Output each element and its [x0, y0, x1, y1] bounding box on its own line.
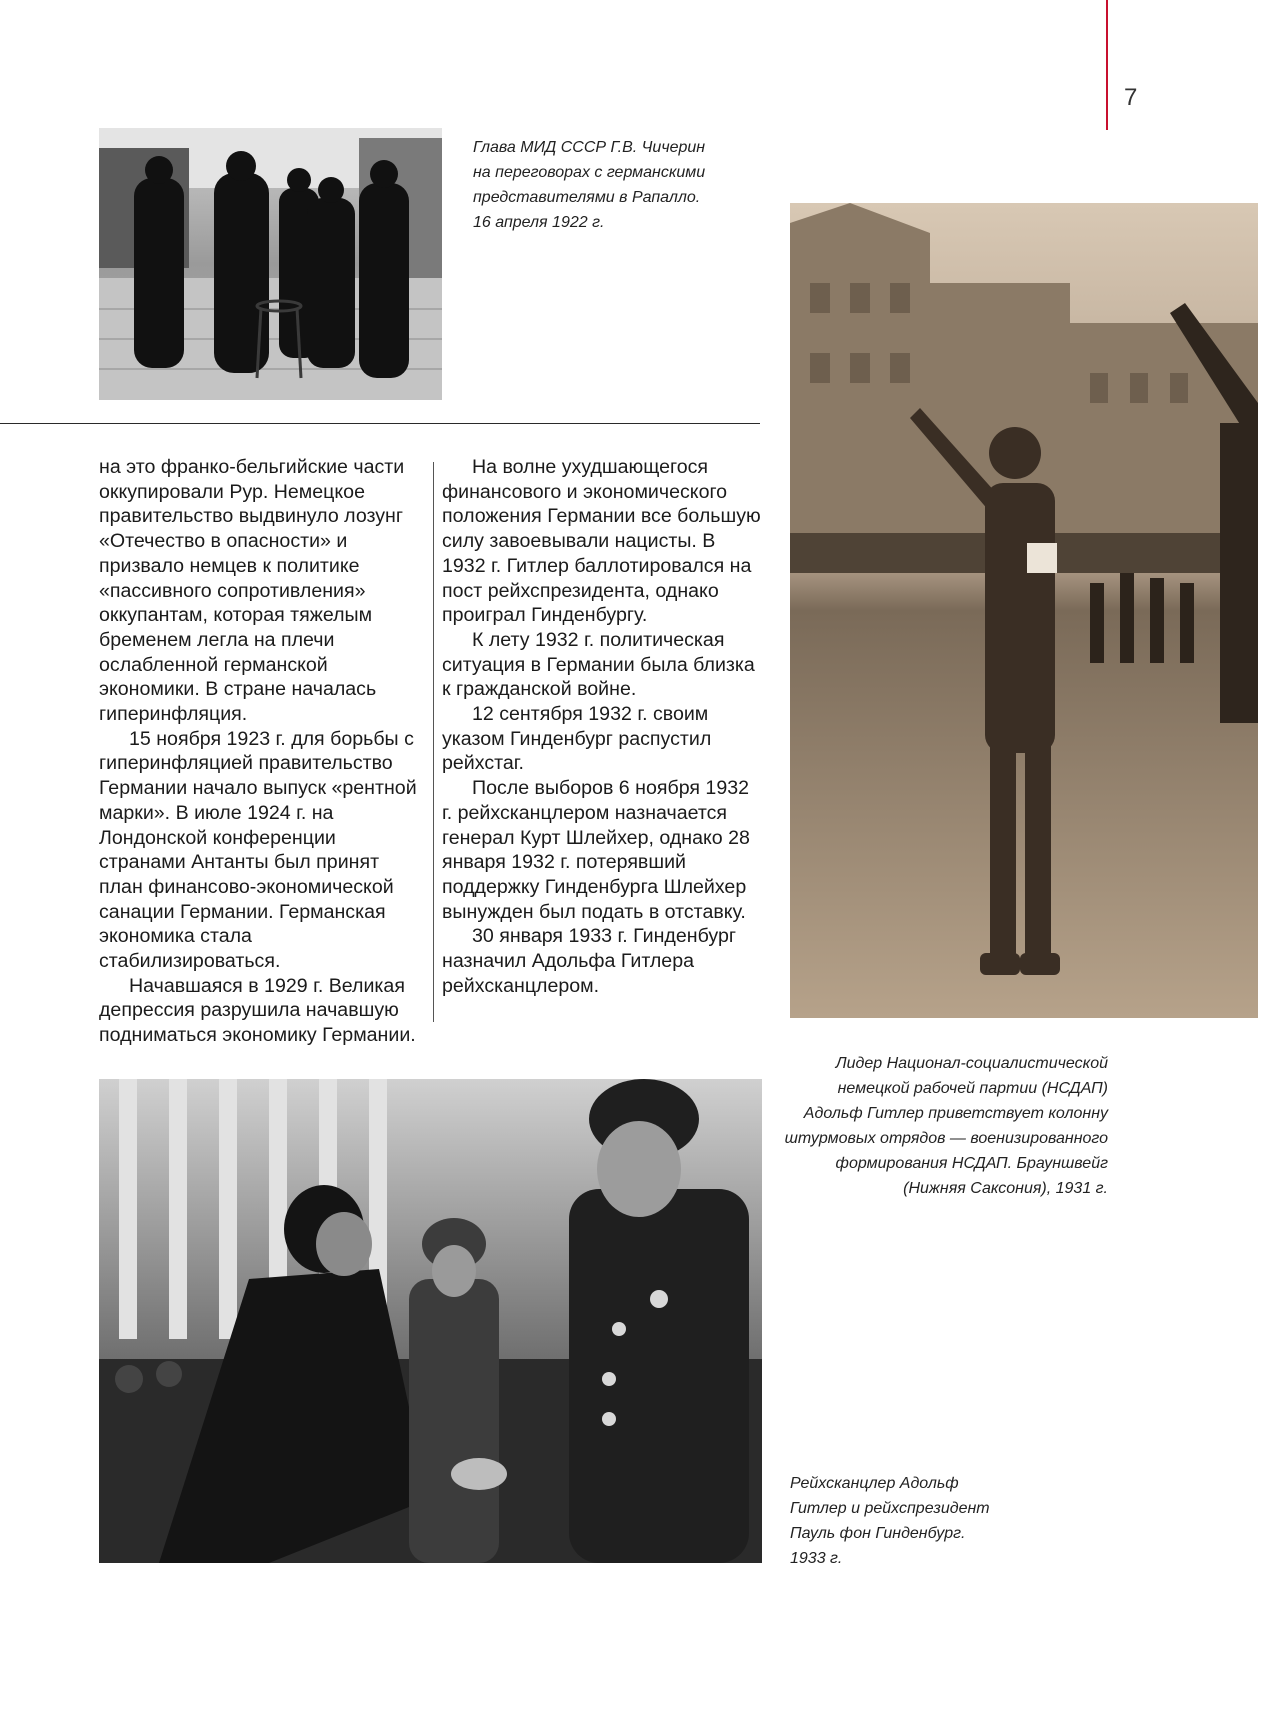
caption-line: Глава МИД СССР Г.В. Чичерин [473, 139, 706, 156]
caption-line: Рейхсканцлер Адольф [790, 1475, 959, 1492]
paragraph: После выборов 6 ноября 1932 г. рейхсканцлером назначается генерал Курт Шлейхер, однако 28 января 1932 г. потерявший поддержку Гинденбурга Шлейхер вынужден был подать в отставку. [442, 777, 750, 923]
caption-handshake [790, 1471, 1020, 1571]
text-column-right [442, 455, 762, 998]
paragraph: на это франко-бельгийские части оккупировали Рур. Немецкое правительство выдвинуло лозунг «Отечество в опасности» и призвало немцев к политике «пассивного сопротивления» оккупантам, которая тяжелым бременем легла на плечи ослабленной германской экономики. В стране началась гиперинфляция. [99, 456, 405, 726]
caption-line: представителями в Рапалло. [473, 189, 701, 206]
paragraph: 30 января 1933 г. Гинденбург назначил Адольфа Гитлера рейхсканцлером. [442, 925, 736, 997]
column-divider [433, 462, 434, 1022]
photo-hitler-salute [790, 203, 1258, 1018]
paragraph: К лету 1932 г. политическая ситуация в Германии была близка к гражданской войне. [442, 628, 755, 701]
caption-rapallo [473, 135, 773, 235]
caption-line: 16 апреля 1922 г. [473, 214, 605, 231]
caption-line: немецкой рабочей партии (НСДАП) [837, 1080, 1108, 1097]
caption-line: (Нижняя Саксония), 1931 г. [903, 1180, 1108, 1197]
page-edge-rule [1106, 0, 1108, 130]
caption-line: 1933 г. [790, 1550, 843, 1567]
paragraph: 12 сентября 1932 г. своим указом Гинденбург распустил рейхстаг. [442, 703, 712, 775]
caption-line: на переговорах с германскими [473, 164, 706, 181]
page-number: 7 [1124, 84, 1138, 111]
caption-line: Лидер Национал-социалистической [835, 1055, 1108, 1072]
caption-line: Пауль фон Гинденбург. [790, 1525, 966, 1542]
text-column-left [99, 455, 421, 1048]
caption-line: Гитлер и рейхспрезидент [790, 1500, 990, 1517]
caption-line: штурмовых отрядов — военизированного [784, 1130, 1108, 1147]
section-divider [0, 423, 760, 424]
paragraph: На волне ухудшающегося финансового и экономического положения Германии все большую силу завоевывали нацисты. В 1932 г. Гитлер баллотировался на пост рейхспрезидента, однако проиграл Гинденбургу. [442, 456, 761, 627]
caption-salute [768, 1051, 1108, 1201]
caption-line: формирования НСДАП. Брауншвейг [835, 1155, 1108, 1172]
photo-handshake [99, 1079, 762, 1563]
caption-line: Адольф Гитлер приветствует колонну [803, 1105, 1108, 1122]
paragraph: Начавшаяся в 1929 г. Великая депрессия разрушила начавшую подниматься экономику Германии. [99, 974, 416, 1047]
paragraph: 15 ноября 1923 г. для борьбы с гиперинфляцией правительство Германии начало выпуск «рентной марки». В июле 1924 г. на Лондонской конференции странами Антанты был принят план финансово-экономической санации Германии. Германская экономика стала стабилизироваться. [99, 727, 417, 973]
photo-rapallo [99, 128, 442, 400]
